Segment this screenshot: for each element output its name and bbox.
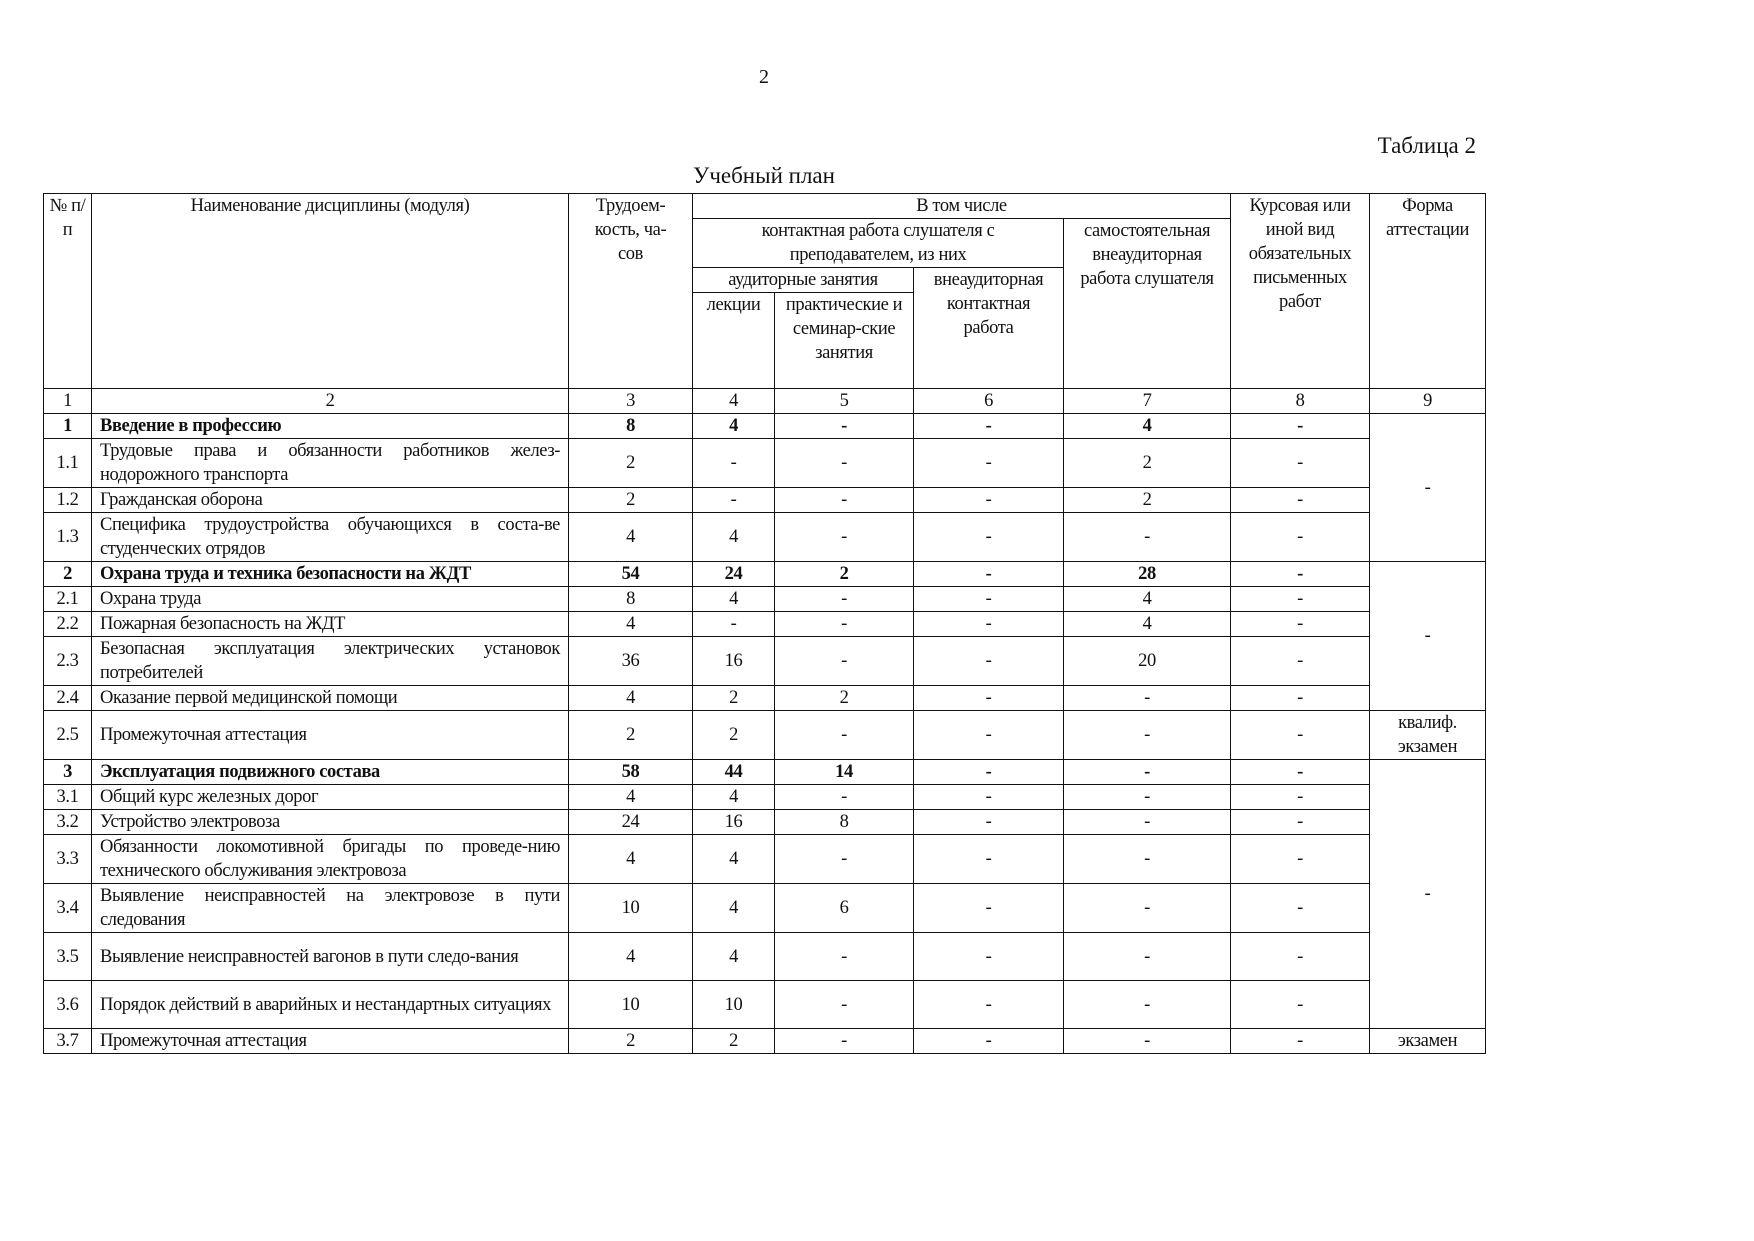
extra-contact: - — [914, 933, 1064, 981]
discipline-name: Эксплуатация подвижного состава — [92, 760, 569, 785]
table-row — [44, 637, 1486, 686]
practical: - — [775, 835, 914, 884]
extra-contact: - — [914, 612, 1064, 637]
course-work: - — [1231, 933, 1370, 981]
table-row — [44, 884, 1486, 933]
self-study: - — [1064, 884, 1231, 933]
header-labor: Трудоем-кость, ча-сов — [569, 194, 693, 389]
attestation-form: экзамен — [1370, 1029, 1486, 1054]
table-row — [44, 981, 1486, 1029]
course-work: - — [1231, 835, 1370, 884]
header-name: Наименование дисциплины (модуля) — [92, 194, 569, 389]
extra-contact: - — [914, 1029, 1064, 1054]
header-num: № п/п — [44, 194, 92, 389]
course-work: - — [1231, 810, 1370, 835]
practical: - — [775, 1029, 914, 1054]
extra-contact: - — [914, 513, 1064, 562]
discipline-name: Пожарная безопасность на ЖДТ — [92, 612, 569, 637]
table-row — [44, 785, 1486, 810]
self-study: 4 — [1064, 587, 1231, 612]
course-work: - — [1231, 785, 1370, 810]
course-work: - — [1231, 686, 1370, 711]
practical: - — [775, 414, 914, 439]
lectures: 4 — [693, 884, 775, 933]
table-label: Таблица 2 — [1377, 133, 1476, 158]
attestation-form: квалиф. экзамен — [1370, 711, 1486, 760]
column-number: 8 — [1231, 389, 1370, 414]
extra-contact: - — [914, 414, 1064, 439]
lectures: 16 — [693, 637, 775, 686]
labor-hours: 8 — [569, 414, 693, 439]
labor-hours: 4 — [569, 933, 693, 981]
lectures: 44 — [693, 760, 775, 785]
lectures: 4 — [693, 587, 775, 612]
discipline-name: Выявление неисправностей вагонов в пути следо-вания — [92, 933, 569, 981]
self-study: 28 — [1064, 562, 1231, 587]
table-row — [44, 587, 1486, 612]
course-work: - — [1231, 414, 1370, 439]
extra-contact: - — [914, 562, 1064, 587]
extra-contact: - — [914, 981, 1064, 1029]
table-row — [44, 810, 1486, 835]
discipline-name: Промежуточная аттестация — [92, 1029, 569, 1054]
self-study: 20 — [1064, 637, 1231, 686]
extra-contact: - — [914, 587, 1064, 612]
row-number: 2.3 — [44, 637, 92, 686]
table-row — [44, 414, 1486, 439]
row-number: 3.2 — [44, 810, 92, 835]
attestation-form: - — [1370, 562, 1486, 711]
lectures: 4 — [693, 835, 775, 884]
discipline-name: Охрана труда и техника безопасности на ЖДТ — [92, 562, 569, 587]
self-study: - — [1064, 760, 1231, 785]
course-work: - — [1231, 711, 1370, 760]
extra-contact: - — [914, 637, 1064, 686]
discipline-name: Оказание первой медицинской помощи — [92, 686, 569, 711]
self-study: 2 — [1064, 439, 1231, 488]
labor-hours: 4 — [569, 612, 693, 637]
practical: 2 — [775, 562, 914, 587]
discipline-name: Порядок действий в аварийных и нестандартных ситуациях — [92, 981, 569, 1029]
practical: - — [775, 488, 914, 513]
self-study: 4 — [1064, 612, 1231, 637]
course-work: - — [1231, 488, 1370, 513]
extra-contact: - — [914, 488, 1064, 513]
lectures: 16 — [693, 810, 775, 835]
row-number: 1 — [44, 414, 92, 439]
table-row — [44, 513, 1486, 562]
lectures: 4 — [693, 513, 775, 562]
practical: - — [775, 587, 914, 612]
discipline-name: Устройство электровоза — [92, 810, 569, 835]
lectures: 10 — [693, 981, 775, 1029]
labor-hours: 4 — [569, 686, 693, 711]
column-number: 6 — [914, 389, 1064, 414]
lectures: - — [693, 439, 775, 488]
practical: 2 — [775, 686, 914, 711]
lectures: 4 — [693, 933, 775, 981]
lectures: 4 — [693, 785, 775, 810]
labor-hours: 36 — [569, 637, 693, 686]
table-row — [44, 933, 1486, 981]
row-number: 3.6 — [44, 981, 92, 1029]
course-work: - — [1231, 439, 1370, 488]
row-number: 1.1 — [44, 439, 92, 488]
table-row — [44, 1029, 1486, 1054]
column-number: 1 — [44, 389, 92, 414]
practical: 14 — [775, 760, 914, 785]
course-work: - — [1231, 612, 1370, 637]
discipline-name: Охрана труда — [92, 587, 569, 612]
labor-hours: 2 — [569, 711, 693, 760]
header-attestation: Форма аттестации — [1370, 194, 1486, 389]
extra-contact: - — [914, 835, 1064, 884]
header-including: В том числе — [693, 194, 1231, 219]
column-number: 3 — [569, 389, 693, 414]
lectures: 2 — [693, 686, 775, 711]
labor-hours: 4 — [569, 835, 693, 884]
discipline-name: Безопасная эксплуатация электрических установок потребителей — [92, 637, 569, 686]
practical: - — [775, 933, 914, 981]
header-course: Курсовая или иной вид обязательных письменных работ — [1231, 194, 1370, 389]
practical: - — [775, 785, 914, 810]
discipline-name: Выявление неисправностей на электровозе в пути следования — [92, 884, 569, 933]
table-row — [44, 488, 1486, 513]
page-number: 2 — [759, 66, 769, 88]
row-number: 2 — [44, 562, 92, 587]
table-row — [44, 760, 1486, 785]
column-number: 9 — [1370, 389, 1486, 414]
attestation-form: - — [1370, 760, 1486, 1029]
table-row — [44, 835, 1486, 884]
discipline-name: Трудовые права и обязанности работников желез-нодорожного транспорта — [92, 439, 569, 488]
row-number: 2.2 — [44, 612, 92, 637]
self-study: - — [1064, 981, 1231, 1029]
labor-hours: 8 — [569, 587, 693, 612]
extra-contact: - — [914, 884, 1064, 933]
lectures: - — [693, 612, 775, 637]
labor-hours: 4 — [569, 513, 693, 562]
course-work: - — [1231, 513, 1370, 562]
row-number: 3 — [44, 760, 92, 785]
self-study: - — [1064, 835, 1231, 884]
course-work: - — [1231, 587, 1370, 612]
column-number: 2 — [92, 389, 569, 414]
self-study: - — [1064, 513, 1231, 562]
lectures: 4 — [693, 414, 775, 439]
practical: - — [775, 513, 914, 562]
extra-contact: - — [914, 760, 1064, 785]
row-number: 1.2 — [44, 488, 92, 513]
lectures: 2 — [693, 1029, 775, 1054]
row-number: 2.1 — [44, 587, 92, 612]
column-numbers-row — [44, 389, 1486, 414]
curriculum-table — [43, 193, 1486, 1054]
extra-contact: - — [914, 686, 1064, 711]
table-row — [44, 711, 1486, 760]
document-title: Учебный план — [693, 163, 835, 188]
discipline-name: Специфика трудоустройства обучающихся в соста-ве студенческих отрядов — [92, 513, 569, 562]
row-number: 2.4 — [44, 686, 92, 711]
attestation-form: - — [1370, 414, 1486, 562]
column-number: 7 — [1064, 389, 1231, 414]
extra-contact: - — [914, 810, 1064, 835]
lectures: - — [693, 488, 775, 513]
self-study: 4 — [1064, 414, 1231, 439]
row-number: 3.5 — [44, 933, 92, 981]
course-work: - — [1231, 637, 1370, 686]
row-number: 3.3 — [44, 835, 92, 884]
labor-hours: 10 — [569, 981, 693, 1029]
course-work: - — [1231, 562, 1370, 587]
course-work: - — [1231, 1029, 1370, 1054]
course-work: - — [1231, 981, 1370, 1029]
header-self: самостоятельная внеаудиторная работа слушателя — [1064, 219, 1231, 389]
table-header — [44, 194, 1486, 414]
labor-hours: 2 — [569, 439, 693, 488]
discipline-name: Промежуточная аттестация — [92, 711, 569, 760]
table-row — [44, 686, 1486, 711]
lectures: 2 — [693, 711, 775, 760]
column-number: 5 — [775, 389, 914, 414]
self-study: - — [1064, 686, 1231, 711]
lectures: 24 — [693, 562, 775, 587]
practical: 6 — [775, 884, 914, 933]
labor-hours: 10 — [569, 884, 693, 933]
self-study: - — [1064, 785, 1231, 810]
labor-hours: 58 — [569, 760, 693, 785]
self-study: 2 — [1064, 488, 1231, 513]
table-body — [44, 414, 1486, 1054]
practical: - — [775, 711, 914, 760]
extra-contact: - — [914, 785, 1064, 810]
header-extra-contact: внеаудиторная контактная работа — [914, 268, 1064, 389]
practical: - — [775, 637, 914, 686]
course-work: - — [1231, 884, 1370, 933]
practical: - — [775, 981, 914, 1029]
self-study: - — [1064, 711, 1231, 760]
practical: 8 — [775, 810, 914, 835]
table-row — [44, 439, 1486, 488]
labor-hours: 24 — [569, 810, 693, 835]
discipline-name: Введение в профессию — [92, 414, 569, 439]
labor-hours: 2 — [569, 1029, 693, 1054]
table-row — [44, 562, 1486, 587]
practical: - — [775, 439, 914, 488]
self-study: - — [1064, 810, 1231, 835]
discipline-name: Обязанности локомотивной бригады по проведе-нию технического обслуживания электровоза — [92, 835, 569, 884]
table-row — [44, 612, 1486, 637]
row-number: 1.3 — [44, 513, 92, 562]
row-number: 3.1 — [44, 785, 92, 810]
header-practical: практические и семинар-ские занятия — [775, 293, 914, 389]
practical: - — [775, 612, 914, 637]
labor-hours: 4 — [569, 785, 693, 810]
row-number: 2.5 — [44, 711, 92, 760]
header-contact: контактная работа слушателя с преподавателем, из них — [693, 219, 1064, 268]
course-work: - — [1231, 760, 1370, 785]
row-number: 3.7 — [44, 1029, 92, 1054]
header-auditorium: аудиторные занятия — [693, 268, 914, 293]
discipline-name: Гражданская оборона — [92, 488, 569, 513]
labor-hours: 54 — [569, 562, 693, 587]
discipline-name: Общий курс железных дорог — [92, 785, 569, 810]
extra-contact: - — [914, 711, 1064, 760]
self-study: - — [1064, 933, 1231, 981]
self-study: - — [1064, 1029, 1231, 1054]
header-lectures: лекции — [693, 293, 775, 389]
row-number: 3.4 — [44, 884, 92, 933]
labor-hours: 2 — [569, 488, 693, 513]
extra-contact: - — [914, 439, 1064, 488]
column-number: 4 — [693, 389, 775, 414]
